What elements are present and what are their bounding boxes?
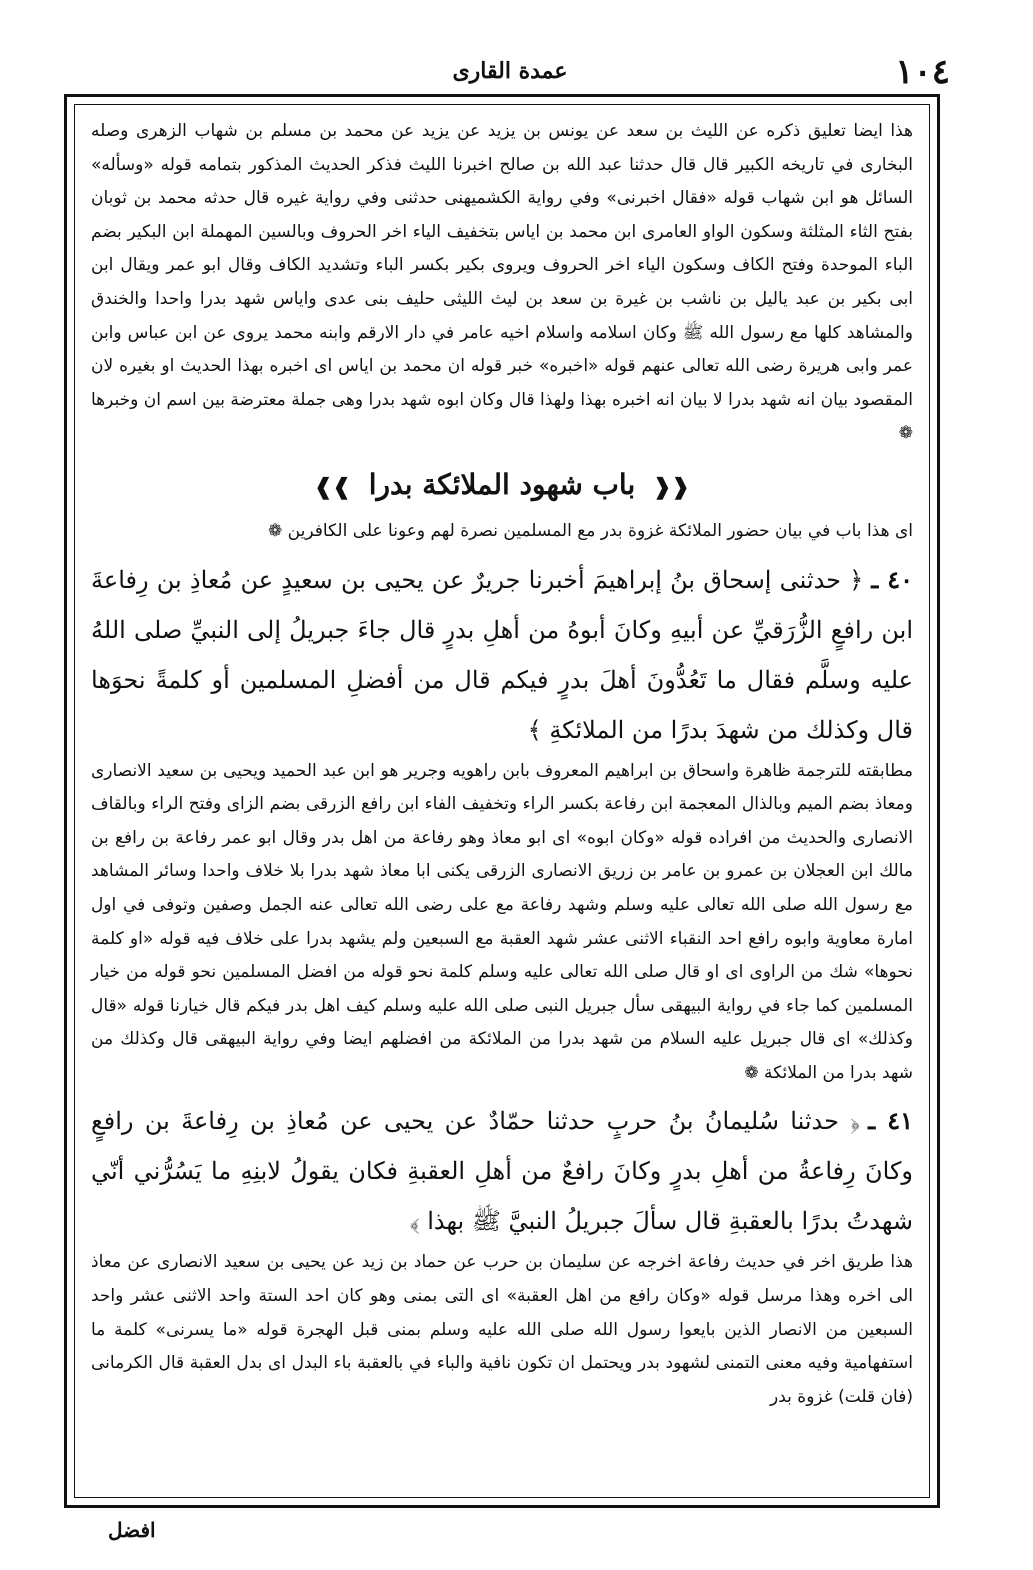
hadith-40-text: ﴿ حدثنى إسحاق بنُ إبراهيمَ أخبرنا جريرٌ عن يحيى بن سعيدٍ عن مُعاذِ بن رِفاعةَ ابن رافعٍ الزُّرَقيِّ عن أبيهِ وكانَ أبوهُ من أهلِ بدرٍ قال جاءَ جبريلُ إلى النبيِّ صلى اللهُ عليه وسلَّم فقال ما تَعُدُّونَ أهلَ بدرٍ فيكم قال من أفضلِ المسلمين أو كلمةً نحوَها قال وكذلك من شهدَ بدرًا من الملائكةِ ﴾ [91, 565, 913, 744]
chapter-gloss: اى هذا باب في بيان حضور الملائكة غزوة بدر مع المسلمين نصرة لهم وعونا على الكافرين ❁ [268, 520, 913, 541]
chapter-heading [91, 457, 913, 515]
running-head [70, 52, 950, 92]
hadith-40 [91, 555, 913, 755]
page-number: ١٠٤ [895, 52, 950, 92]
commentary-paragraph-3: هذا طريق اخر في حديث رفاعة اخرجه عن سليمان بن حرب عن حماد بن زيد عن يحيى بن سعيد الانصارى عن معاذ الى اخره وهذا مرسل قوله «وكان رافع من اهل العقبة» اى التى بمنى وهو كان احد الستة واحد الاثنى عشر واحد السبعين من الانصار الذين بايعوا رسول الله صلى الله عليه وسلم بمنى قبل الهجرة قوله «ما يسرنى» كلمة ما استفهامية وفيه معنى التمنى لشهود بدر ويحتمل ان تكون نافية والباء في بالعقبة باء البدل اى بدل العقبة قال الكرمانى (فان قلت) غزوة بدر [91, 1252, 913, 1407]
hadith-41-text: ﴿ حدثنا سُليمانُ بنُ حربٍ حدثنا حمّادٌ عن يحيى عن مُعاذِ بن رِفاعةَ بن رافعٍ وكانَ رِفاعةُ من أهلِ بدرٍ وكانَ رافعٌ من أهلِ العقبةِ فكان يقولُ لابنِهِ ما يَسُرُّني أنّي شهدتُ بدرًا بالعقبةِ قال سألَ جبريلُ النبيَّ ﷺ بهذا ﴾ [91, 1107, 913, 1236]
hadith-40-number: ٤٠ ـ [871, 564, 914, 594]
catchword: افضل [108, 1518, 156, 1542]
text-frame-outer [64, 94, 940, 1508]
ornament-left-icon: ❱❱ [314, 473, 351, 500]
hadith-41-number: ٤١ ـ [868, 1106, 914, 1136]
commentary-paragraph-2: مطابقته للترجمة ظاهرة واسحاق بن ابراهيم المعروف بابن راهويه وجرير هو ابن عبد الحميد ويحيى بن سعيد الانصارى ومعاذ بضم الميم وبالذال المعجمة ابن رفاعة بكسر الراء وتخفيف الفاء ابن رافع الزرقى بضم الزاى وفتح الراء وبالقاف الانصارى والحديث من افراده قوله «وكان ابوه» اى ابو معاذ وهو رفاعة من اهل بدر وقال ابو عمر رفاعة بن رافع بن مالك ابن العجلان بن عمرو بن عامر بن زريق الانصارى الزرقى يكنى ابا معاذ شهد بدرا بلا خلاف واحدا وسائر المشاهد مع رسول الله صلى الله تعالى عليه وسلم وشهد رفاعة مع على رضى الله تعالى عنه الجمل وصفين وتوفى في اول امارة معاوية وابوه رافع احد النقباء الاثنى عشر شهد العقبة مع السبعين ولم يشهد بدرا على خلاف فيه قوله «او كلمة نحوها» شك من الراوى اى او قال صلى الله تعالى عليه وسلم كلمة نحو قوله من افضل المسلمين نحو قوله من خيار المسلمين كما جاء في رواية البيهقى سأل جبريل النبى صلى الله عليه وسلم كيف اهل بدر فيكم قال خيارنا قوله «قال وكذلك» اى قال جبريل عليه السلام من شهد بدرا من الملائكة من افضلهم ايضا وفي رواية البيهقى قال وكذلك من شهد بدرا من الملائكة ❁ [91, 760, 913, 1083]
running-title: عمدة القارى [452, 58, 568, 84]
hadith-41 [91, 1096, 913, 1246]
text-frame-inner [74, 104, 930, 1498]
commentary-paragraph-1: هذا ايضا تعليق ذكره عن الليث بن سعد عن يونس بن يزيد عن يزيد عن محمد بن مسلم بن شهاب الزهرى وصله البخارى في تاريخه الكبير قال قال حدثنا عبد الله بن صالح اخبرنا الليث فذكر الحديث المذكور بتمامه قوله «وسأله» السائل هو ابن شهاب قوله «فقال اخبرنى» وفي رواية الكشميهنى حدثنى وفي رواية غيره قال حدثه محمد بن ثوبان بفتح الثاء المثلثة وسكون الواو العامرى ابن محمد بن اياس بتخفيف الياء اخر الحروف وبالسين المهملة ابن البكير بضم الباء الموحدة وفتح الكاف وسكون الياء اخر الحروف ويروى بكير بكسر الباء وتشديد الكاف وقال ابو عمر ويقال ابن ابى بكير بن عبد ياليل بن ناشب بن غيرة بن سعد بن ليث الليثى حليف بنى عدى واياس شهد بدرا واحدا والخندق والمشاهد كلها مع رسول الله ﷺ وكان اسلامه واسلام اخيه عامر في دار الارقم وابنه محمد يروى عن ابن عباس وابن عمر وابى هريرة رضى الله تعالى عنهم قوله «اخبره» خبر قوله ان محمد بن اياس اى اخبره بهذا الحديث او بغيره لان المقصود بيان انه شهد بدرا لا بيان انه اخبره بهذا ولهذا قال وكان ابوه شهد بدرا وهى جملة معترضة بين اسم ان وخبرها ❁ [91, 121, 913, 444]
ornament-right-icon: ❰❰ [653, 473, 690, 500]
chapter-title: باب شهود الملائكة بدرا [368, 467, 636, 501]
